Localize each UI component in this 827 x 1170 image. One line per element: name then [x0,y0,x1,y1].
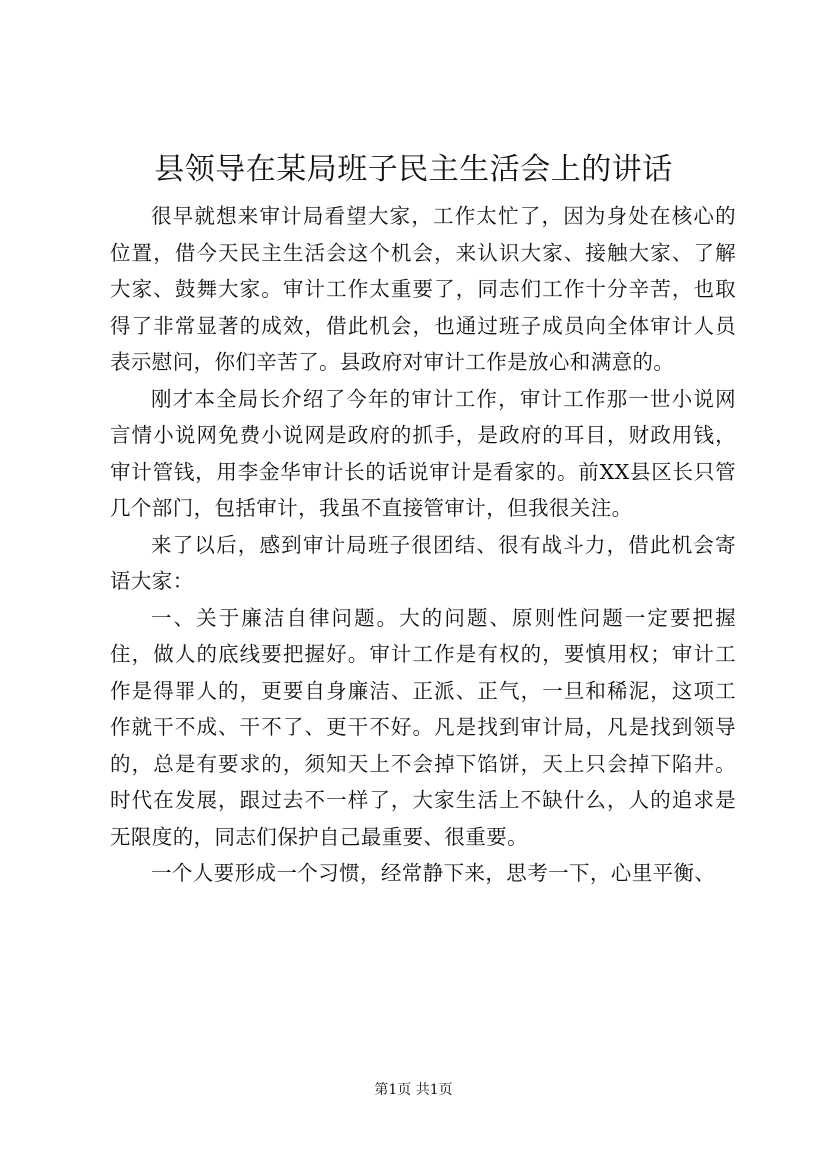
paragraph: 一、关于廉洁自律问题。大的问题、原则性问题一定要把握住，做人的底线要把握好。审计工作是有权的，要慎用权；审计工作是得罪人的，更要自身廉洁、正派、正气，一旦和稀泥，这项工作就干不成、干不了、更干不好。凡是找到审计局，凡是找到领导的，总是有要求的，须知天上不会掉下馅饼，天上只会掉下陷井。时代在发展，跟过去不一样了，大家生活上不缺什么，人的追求是无限度的，同志们保护自己最重要、很重要。 [110,605,736,849]
page-footer: 第1页 共1页 [374,1082,453,1098]
paragraph: 刚才本全局长介绍了今年的审计工作，审计工作那一世小说网言情小说网免费小说网是政府的抓手，是政府的耳目，财政用钱，审计管钱，用李金华审计长的话说审计是看家的。前XX县区长只管几个部门，包括审计，我虽不直接管审计，但我很关注。 [110,386,736,520]
paragraph: 很早就想来审计局看望大家，工作太忙了，因为身处在核心的位置，借今天民主生活会这个机会，来认识大家、接触大家、了解大家、鼓舞大家。审计工作太重要了，同志们工作十分辛苦，也取得了非常显著的成效，借此机会，也通过班子成员向全体审计人员表示慰问，你们辛苦了。县政府对审计工作是放心和满意的。 [110,204,736,374]
paragraph: 来了以后，感到审计局班子很团结、很有战斗力，借此机会寄语大家： [110,532,736,593]
document-body [110,198,736,892]
paragraph: 一个人要形成一个习惯，经常静下来，思考一下，心里平衡、 [151,861,716,885]
document-title: 县领导在某局班子民主生活会上的讲话 [154,152,673,187]
